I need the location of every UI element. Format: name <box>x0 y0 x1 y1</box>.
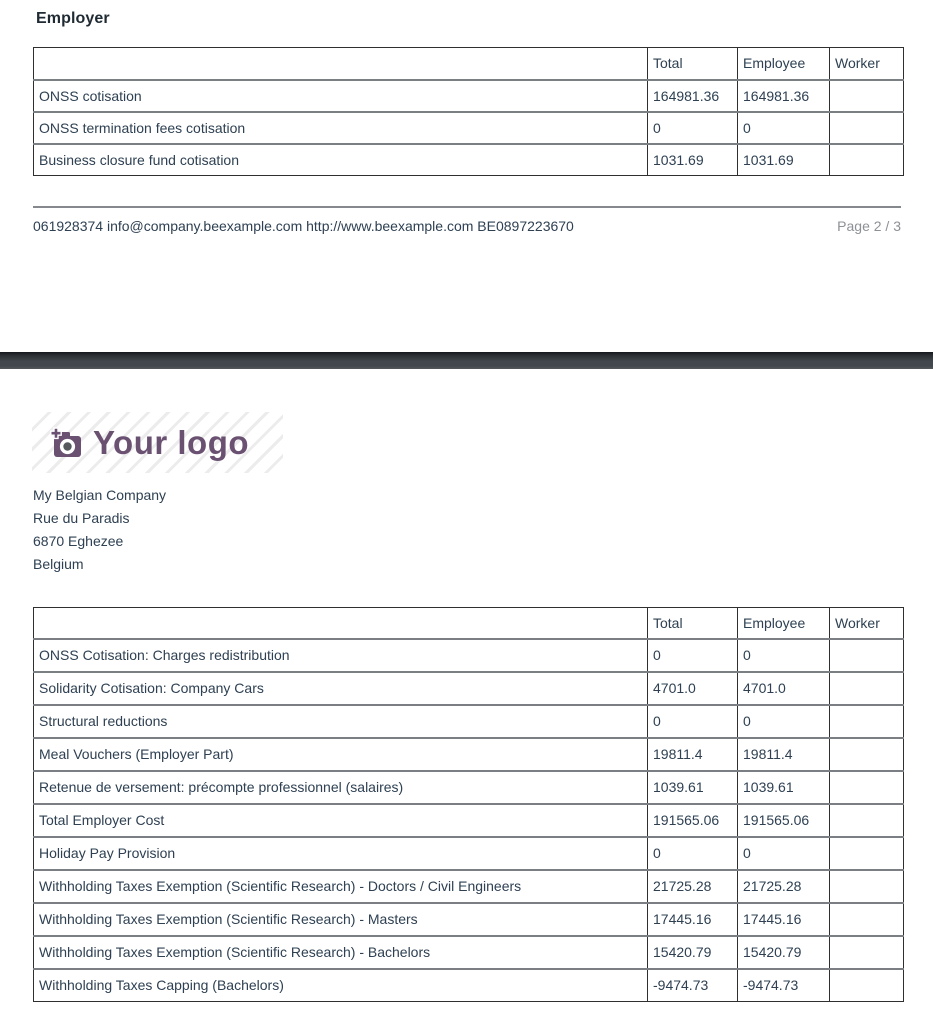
worker-value-cell <box>830 112 904 144</box>
company-name: My Belgian Company <box>33 487 167 503</box>
employer-cotisation-table <box>33 47 904 176</box>
total-value-cell: 0 <box>648 112 738 144</box>
total-value-cell: 4701.0 <box>648 672 738 705</box>
employee-value-cell: 1031.69 <box>738 144 830 176</box>
table-row <box>34 903 904 936</box>
employee-value-cell: 0 <box>738 837 830 870</box>
total-value-cell: 164981.36 <box>648 80 738 112</box>
worker-value-cell <box>830 672 904 705</box>
table-row <box>34 870 904 903</box>
worker-value-cell <box>830 936 904 969</box>
table-row <box>34 705 904 738</box>
total-value-cell: 1031.69 <box>648 144 738 176</box>
table-row <box>34 80 904 112</box>
table-row <box>34 837 904 870</box>
worker-value-cell <box>830 144 904 176</box>
camera-plus-icon <box>48 426 84 460</box>
row-label-cell: ONSS termination fees cotisation <box>34 112 648 144</box>
section-title: Employer <box>36 10 110 27</box>
total-value-cell: 0 <box>648 837 738 870</box>
table-row <box>34 144 904 176</box>
employee-value-cell: -9474.73 <box>738 969 830 1002</box>
worker-value-cell <box>830 80 904 112</box>
page-footer <box>33 218 901 234</box>
total-value-cell: 21725.28 <box>648 870 738 903</box>
table-row <box>34 738 904 771</box>
table-row <box>34 771 904 804</box>
row-label-cell: ONSS Cotisation: Charges redistribution <box>34 639 648 672</box>
row-label-cell: Total Employer Cost <box>34 804 648 837</box>
footer-divider <box>33 206 901 208</box>
footer-contact-line: 061928374 info@company.beexample.com http://www.beexample.com BE0897223670 <box>33 218 574 234</box>
row-label-cell: Business closure fund cotisation <box>34 144 648 176</box>
company-city: 6870 Eghezee <box>33 533 124 549</box>
employer-cost-table <box>33 607 904 1002</box>
page-break-separator <box>0 352 933 369</box>
worker-value-cell <box>830 738 904 771</box>
row-label-cell: Withholding Taxes Exemption (Scientific Research) - Doctors / Civil Engineers <box>34 870 648 903</box>
row-label-cell: Withholding Taxes Capping (Bachelors) <box>34 969 648 1002</box>
total-value-cell: -9474.73 <box>648 969 738 1002</box>
employee-value-cell: 0 <box>738 112 830 144</box>
table-row <box>34 672 904 705</box>
employee-value-cell: 164981.36 <box>738 80 830 112</box>
employee-value-cell: 4701.0 <box>738 672 830 705</box>
total-value-cell: 0 <box>648 639 738 672</box>
row-label-cell: Retenue de versement: précompte professionnel (salaires) <box>34 771 648 804</box>
total-value-cell: 15420.79 <box>648 936 738 969</box>
company-street: Rue du Paradis <box>33 510 130 526</box>
header-employee: Employee <box>738 48 830 80</box>
table-row <box>34 969 904 1002</box>
header-label <box>34 608 648 639</box>
total-value-cell: 1039.61 <box>648 771 738 804</box>
company-logo <box>32 412 283 473</box>
logo-text: Your logo <box>93 423 250 461</box>
row-label-cell: Structural reductions <box>34 705 648 738</box>
employee-value-cell: 1039.61 <box>738 771 830 804</box>
table-header-row <box>34 48 904 80</box>
row-label-cell: Withholding Taxes Exemption (Scientific Research) - Masters <box>34 903 648 936</box>
employee-value-cell: 17445.16 <box>738 903 830 936</box>
worker-value-cell <box>830 639 904 672</box>
row-label-cell: Withholding Taxes Exemption (Scientific Research) - Bachelors <box>34 936 648 969</box>
table-row <box>34 639 904 672</box>
table-row <box>34 936 904 969</box>
page-indicator: Page 2 / 3 <box>837 218 901 234</box>
worker-value-cell <box>830 870 904 903</box>
header-worker: Worker <box>830 608 904 639</box>
company-address <box>33 484 166 576</box>
company-country: Belgium <box>33 556 84 572</box>
worker-value-cell <box>830 705 904 738</box>
row-label-cell: Solidarity Cotisation: Company Cars <box>34 672 648 705</box>
header-employee: Employee <box>738 608 830 639</box>
worker-value-cell <box>830 903 904 936</box>
total-value-cell: 17445.16 <box>648 903 738 936</box>
worker-value-cell <box>830 837 904 870</box>
employee-value-cell: 21725.28 <box>738 870 830 903</box>
worker-value-cell <box>830 969 904 1002</box>
row-label-cell: ONSS cotisation <box>34 80 648 112</box>
total-value-cell: 19811.4 <box>648 738 738 771</box>
employee-value-cell: 15420.79 <box>738 936 830 969</box>
header-worker: Worker <box>830 48 904 80</box>
employee-value-cell: 19811.4 <box>738 738 830 771</box>
employee-value-cell: 0 <box>738 705 830 738</box>
table-header-row <box>34 608 904 639</box>
table-row <box>34 112 904 144</box>
table-row <box>34 804 904 837</box>
header-label <box>34 48 648 80</box>
row-label-cell: Meal Vouchers (Employer Part) <box>34 738 648 771</box>
worker-value-cell <box>830 804 904 837</box>
employee-value-cell: 191565.06 <box>738 804 830 837</box>
header-total: Total <box>648 48 738 80</box>
row-label-cell: Holiday Pay Provision <box>34 837 648 870</box>
total-value-cell: 0 <box>648 705 738 738</box>
total-value-cell: 191565.06 <box>648 804 738 837</box>
employee-value-cell: 0 <box>738 639 830 672</box>
worker-value-cell <box>830 771 904 804</box>
header-total: Total <box>648 608 738 639</box>
